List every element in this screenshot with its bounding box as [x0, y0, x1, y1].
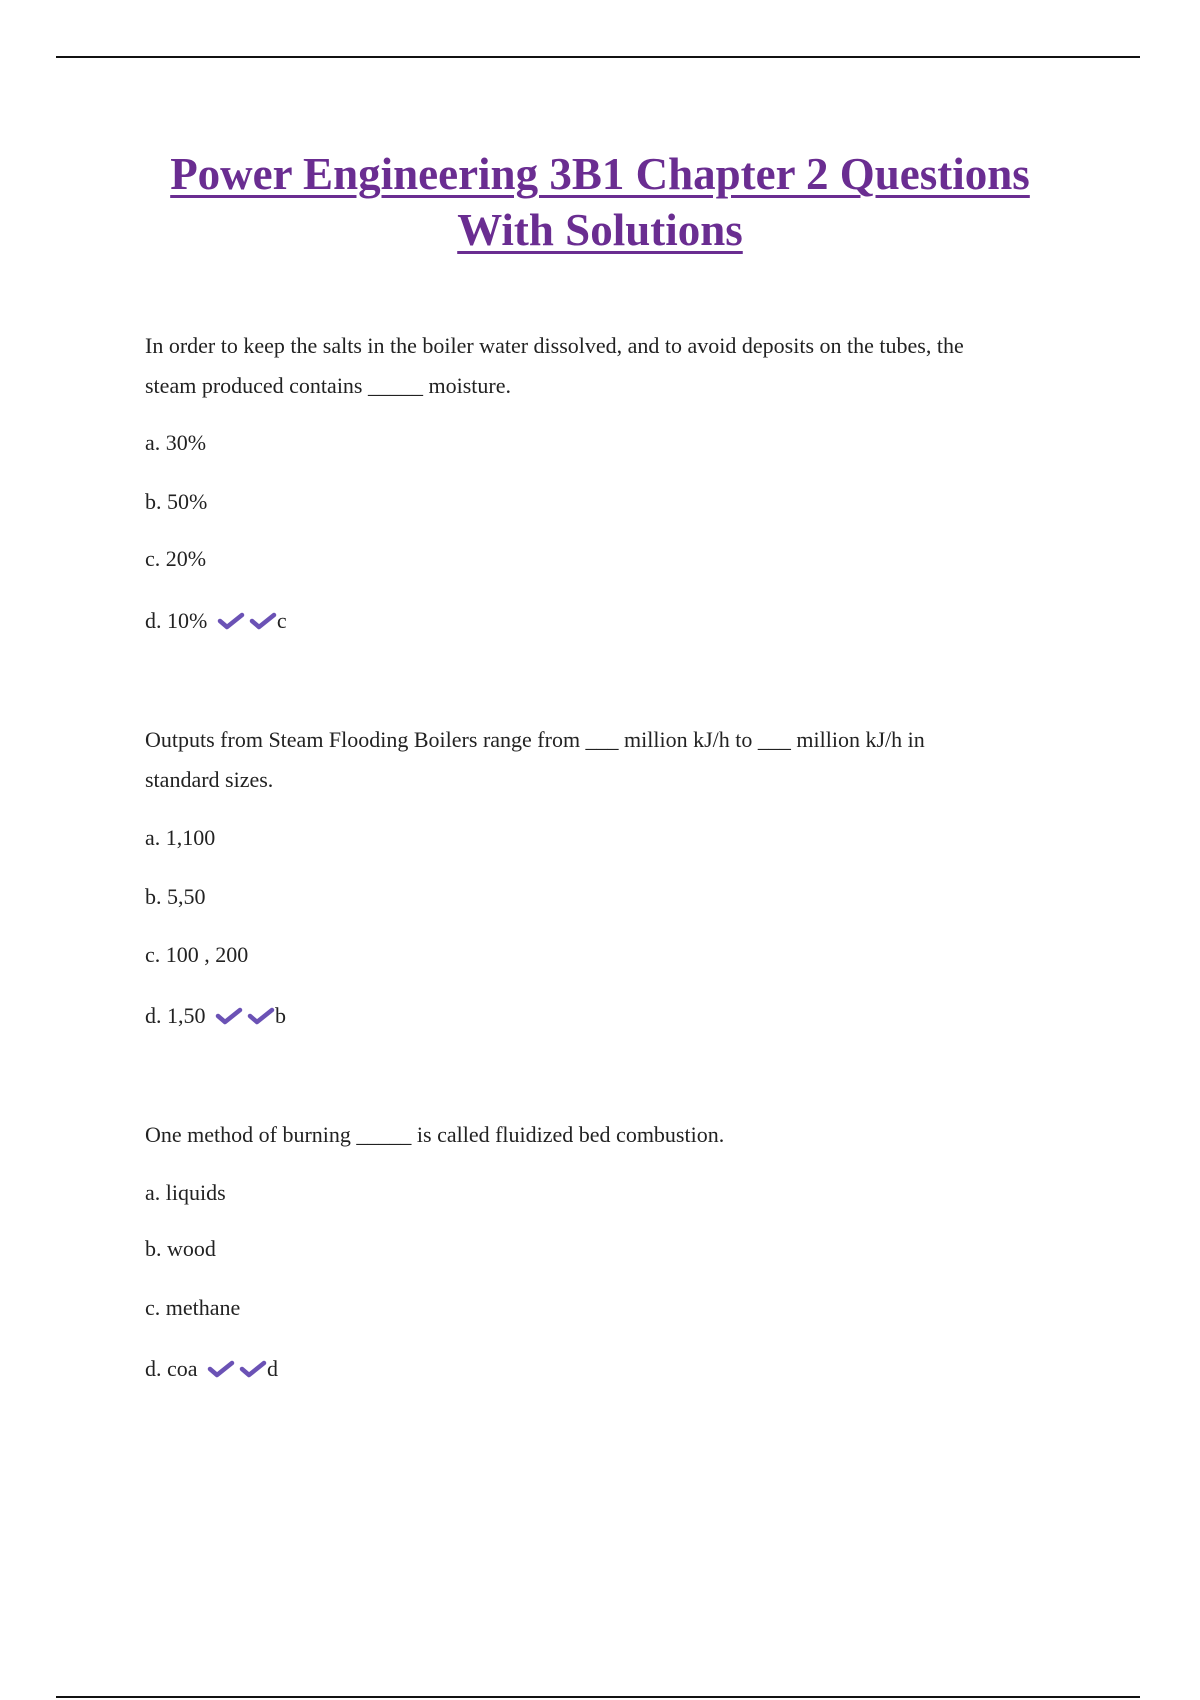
- check-icon: [215, 1005, 243, 1027]
- question-2-text-line1: Outputs from Steam Flooding Boilers range from ___ million kJ/h to ___ million kJ/h in: [145, 727, 925, 752]
- question-3-option-c: c. methane: [145, 1295, 241, 1320]
- question-2-option-b: b. 5,50: [145, 884, 206, 909]
- answer-letter: d: [267, 1356, 279, 1381]
- option-label: d. 10%: [145, 608, 208, 633]
- question-3-option-d: [145, 1354, 278, 1384]
- option-label: d. coa: [145, 1356, 198, 1381]
- question-2-text-line2: standard sizes.: [145, 767, 274, 792]
- check-icon: [247, 1005, 275, 1027]
- bottom-rule: [56, 1696, 1140, 1698]
- top-rule: [56, 56, 1140, 58]
- question-1-option-b: b. 50%: [145, 489, 208, 514]
- question-1-option-d: [145, 606, 287, 636]
- check-icon: [217, 610, 245, 632]
- page-title-line1: Power Engineering 3B1 Chapter 2 Questions: [170, 149, 1030, 199]
- option-label: d. 1,50: [145, 1003, 206, 1028]
- question-3-option-a: a. liquids: [145, 1180, 226, 1205]
- question-2-option-d: [145, 1001, 286, 1031]
- question-2-option-c: c. 100 , 200: [145, 942, 249, 967]
- question-3-text-line1: One method of burning _____ is called fluidized bed combustion.: [145, 1122, 725, 1147]
- check-icon: [249, 610, 277, 632]
- answer-letter: c: [276, 608, 287, 633]
- answer-letter: b: [275, 1003, 286, 1028]
- question-1-option-a: a. 30%: [145, 430, 207, 455]
- question-1-option-c: c. 20%: [145, 546, 207, 571]
- question-1-text-line2: steam produced contains _____ moisture.: [145, 373, 511, 398]
- check-icon: [239, 1358, 267, 1380]
- question-1-text-line1: In order to keep the salts in the boiler water dissolved, and to avoid deposits on the tubes, the: [145, 333, 964, 358]
- question-3-option-b: b. wood: [145, 1236, 216, 1261]
- check-icon: [207, 1358, 235, 1380]
- question-2-option-a: a. 1,100: [145, 825, 216, 850]
- page-title-line2: With Solutions: [457, 205, 743, 255]
